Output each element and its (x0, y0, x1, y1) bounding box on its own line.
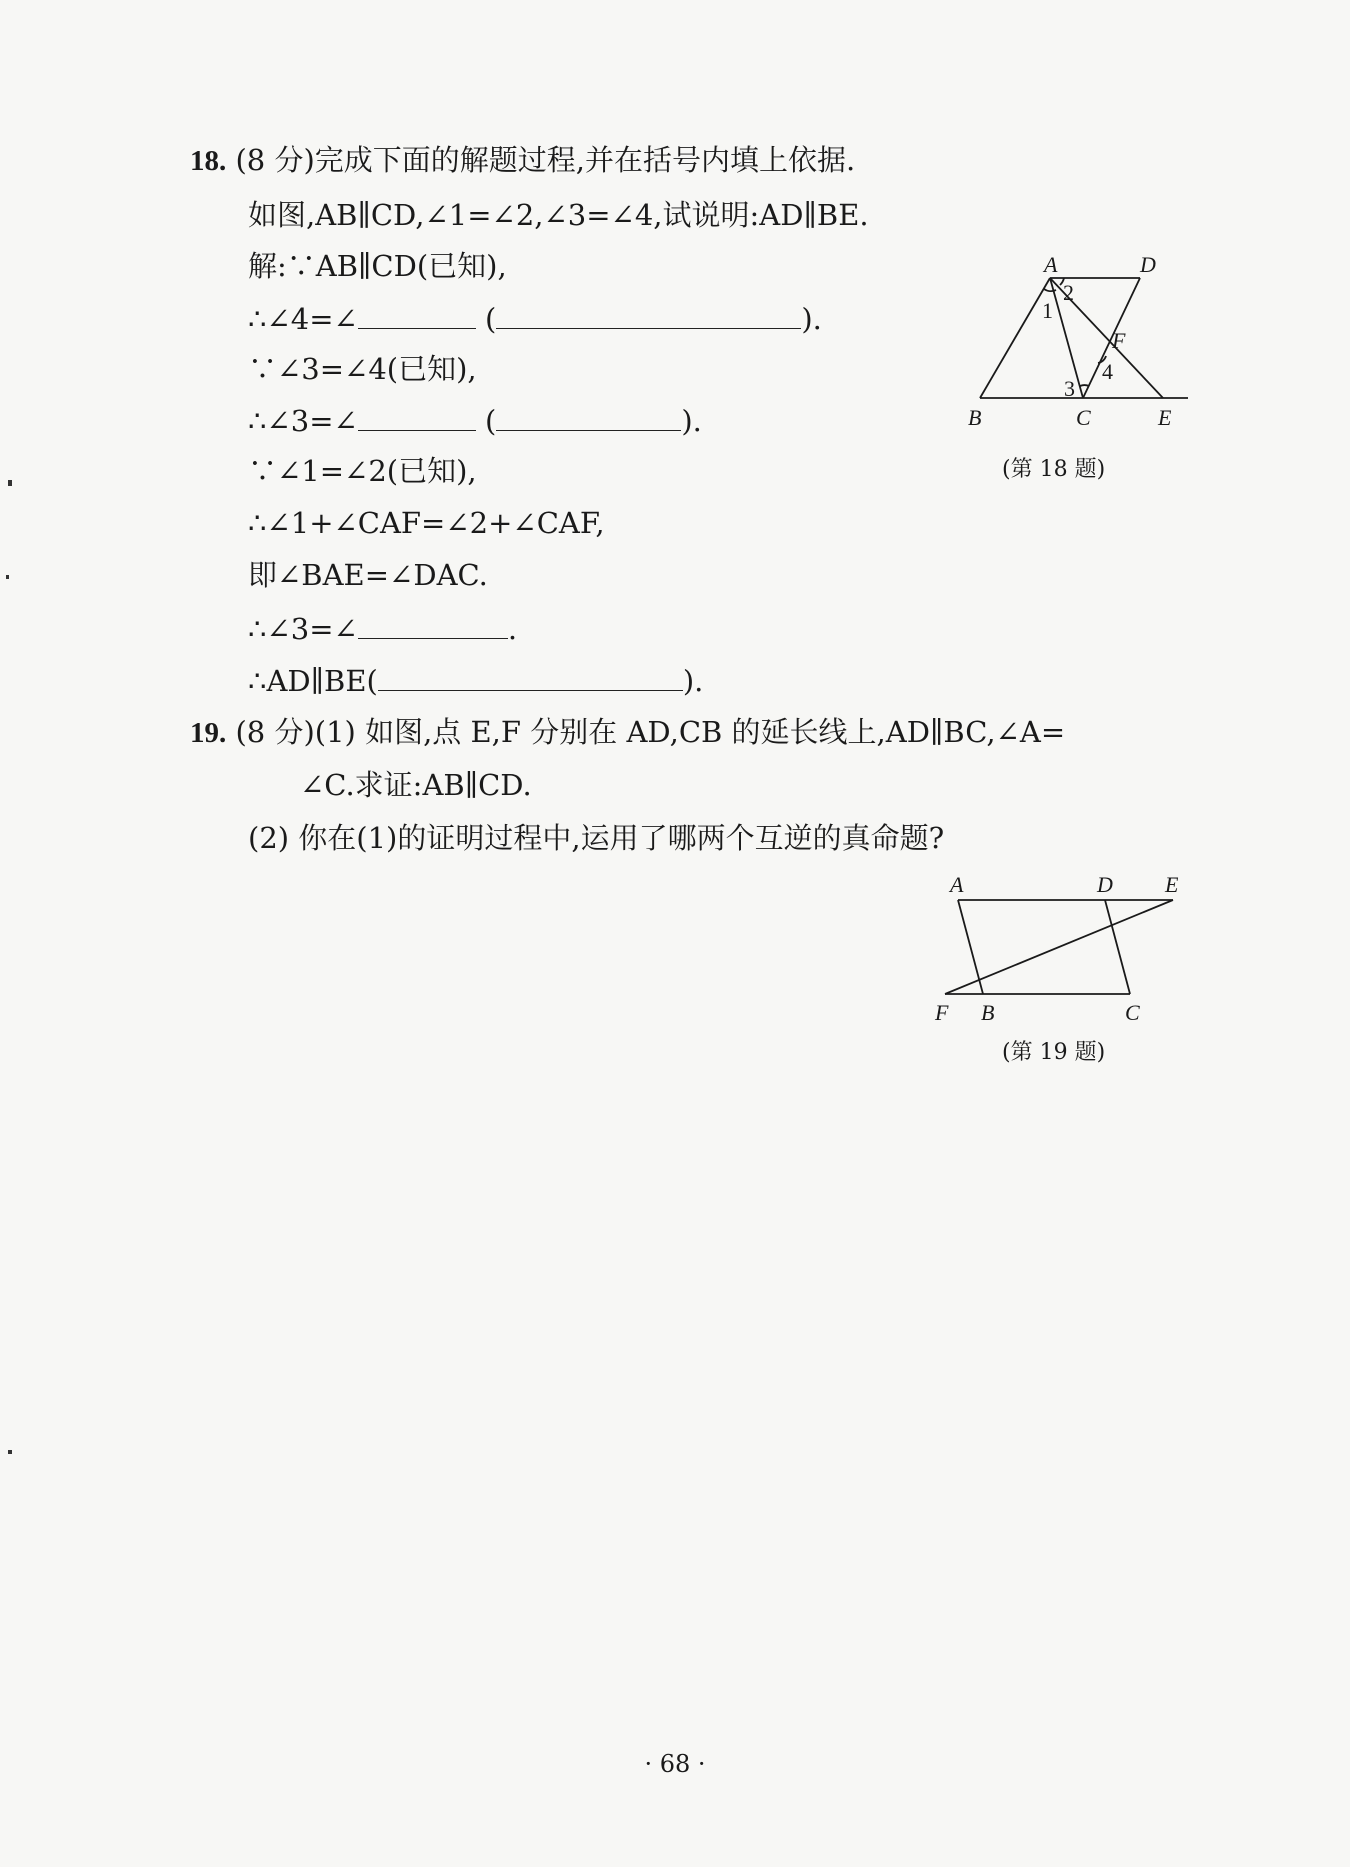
q18-step3: ∵∠3=∠4(已知), (248, 352, 477, 386)
reason-blank[interactable] (496, 400, 681, 431)
label-D: D (1097, 872, 1113, 897)
label-F: F (935, 1000, 949, 1025)
paren-open: ( (485, 404, 497, 438)
q18-step2 (248, 298, 822, 339)
segment-DC (1105, 900, 1130, 994)
label-C: C (1125, 1000, 1140, 1025)
q18-given: 如图,AB∥CD,∠1=∠2,∠3=∠4,试说明:AD∥BE. (248, 198, 869, 232)
scan-speck (6, 575, 9, 579)
q18-number: 18. (190, 145, 227, 177)
segment-AB (980, 278, 1050, 398)
figure-19 (925, 870, 1195, 1030)
figure-19-caption: (第 19 题) (1002, 1040, 1106, 1065)
segment-FE (945, 900, 1173, 994)
paren-close: ). (682, 664, 704, 698)
label-B: B (981, 1000, 995, 1025)
q19-line3: (2) 你在(1)的证明过程中,运用了哪两个互逆的真命题? (248, 821, 945, 855)
figure-18 (960, 245, 1210, 445)
paren-open: ( (485, 302, 497, 336)
label-E: E (1158, 405, 1172, 430)
q18-step9-text: ∴AD∥BE( (248, 664, 378, 698)
reason-blank[interactable] (378, 660, 683, 691)
angle-1-arc (1044, 289, 1056, 291)
q19-line2: ∠C.求证:AB∥CD. (300, 768, 532, 802)
figure-18-caption: (第 18 题) (1002, 457, 1106, 482)
q18-step2-text: ∴∠4=∠ (248, 302, 358, 336)
label-angle-3: 3 (1064, 376, 1075, 401)
q19-number: 19. (190, 717, 227, 749)
q18-header (190, 140, 855, 181)
q18-step5: ∵∠1=∠2(已知), (248, 454, 477, 488)
label-C: C (1076, 405, 1091, 430)
label-A: A (1044, 252, 1058, 277)
label-angle-2: 2 (1063, 280, 1074, 305)
q18-step4 (248, 400, 702, 441)
angle-3-arc (1080, 385, 1089, 386)
label-angle-1: 1 (1042, 298, 1053, 323)
label-F: F (1112, 328, 1126, 353)
label-E: E (1165, 872, 1179, 897)
q19-line1-text: (8 分)(1) 如图,点 E,F 分别在 AD,CB 的延长线上,AD∥BC,∠A= (235, 715, 1066, 749)
page-number: · 68 · (644, 1750, 706, 1778)
q19-line1 (190, 712, 1065, 753)
q18-header-text: (8 分)完成下面的解题过程,并在括号内填上依据. (235, 143, 856, 177)
scan-speck (8, 1450, 12, 1454)
paren-close: ). (801, 302, 822, 336)
scan-speck (8, 480, 12, 486)
reason-blank[interactable] (496, 298, 801, 329)
q18-step9 (248, 660, 703, 701)
label-D: D (1140, 252, 1156, 277)
label-angle-4: 4 (1102, 359, 1113, 384)
q18-step1: 解:∵AB∥CD(已知), (248, 249, 507, 283)
answer-blank[interactable] (358, 400, 476, 431)
q18-step8-text: ∴∠3=∠ (248, 612, 358, 646)
answer-blank[interactable] (358, 608, 508, 639)
period: . (507, 612, 518, 646)
answer-blank[interactable] (358, 298, 476, 329)
label-A: A (950, 872, 964, 897)
q18-step7: 即∠BAE=∠DAC. (248, 558, 488, 592)
q18-step4-text: ∴∠3=∠ (248, 404, 358, 438)
paren-close: ). (681, 404, 702, 438)
label-B: B (968, 405, 982, 430)
q18-step6: ∴∠1+∠CAF=∠2+∠CAF, (248, 506, 605, 540)
q18-step8 (248, 608, 517, 649)
